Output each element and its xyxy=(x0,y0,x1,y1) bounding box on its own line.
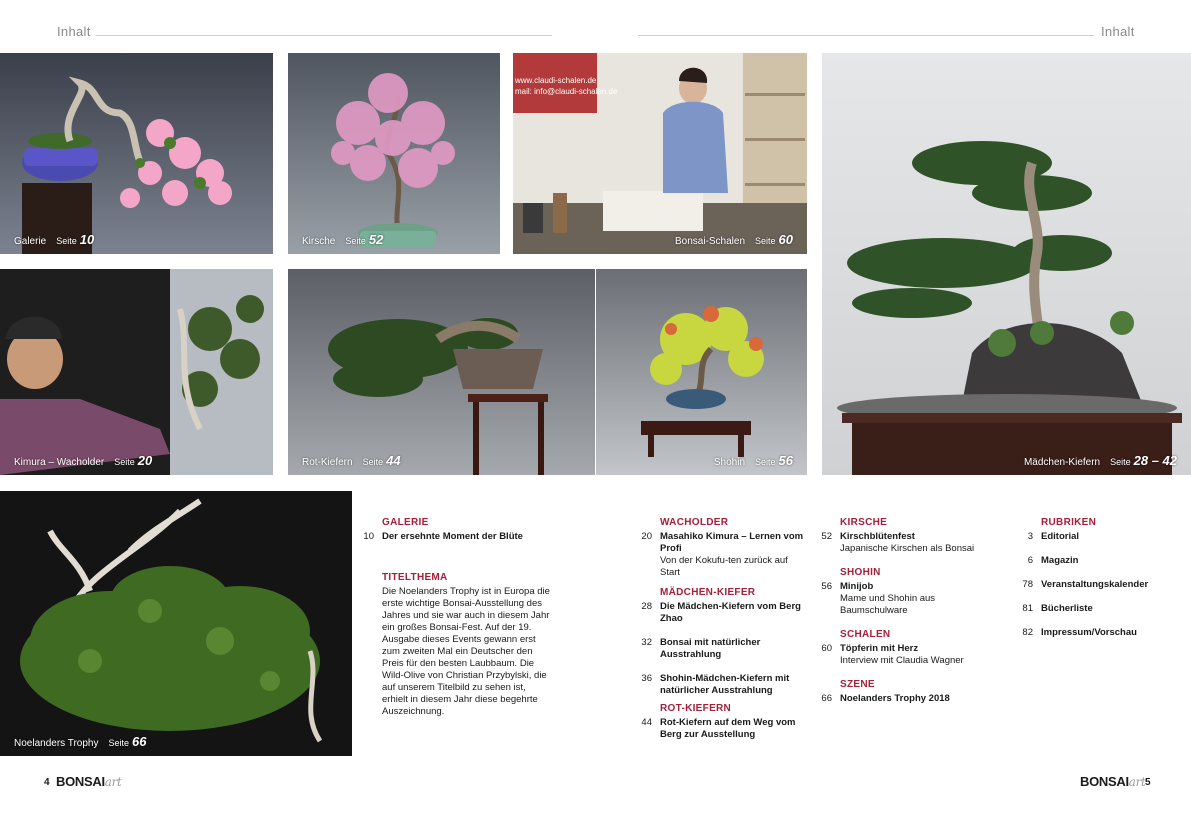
running-header-right: Inhalt xyxy=(1101,24,1135,39)
shop-sign: www.claudi-schalen.de mail: info@claudi-schalen.de xyxy=(515,76,618,96)
kimura-working-illustration xyxy=(0,269,273,475)
photo-kimura-wacholder xyxy=(0,269,273,475)
magazine-logo-left: BONSAIart xyxy=(56,774,122,789)
photo-shohin xyxy=(596,269,807,475)
photo-caption: Mädchen-Kiefern Seite 28 – 42 xyxy=(1023,453,1177,468)
section-heading: RUBRIKEN xyxy=(1041,517,1097,528)
header-rule-left xyxy=(96,35,552,36)
toc-column-3 xyxy=(821,517,990,717)
photo-caption: Rot-Kiefern Seite 44 xyxy=(302,453,401,468)
toc-entry[interactable]: 81 Bücherliste xyxy=(1022,603,1093,614)
toc-entry[interactable]: 52 Kirschblütenfest Japanische Kirschen als Bonsai xyxy=(821,531,975,554)
photo-caption: Shohin Seite 56 xyxy=(713,453,793,468)
toc-entry[interactable]: 20 Masahiko Kimura – Lernen vom Profi Von der Kokufu-ten zurück auf Start xyxy=(641,531,804,578)
toc-entry[interactable]: 3 Editorial xyxy=(1027,531,1080,542)
section-heading: SHOHIN xyxy=(840,567,881,578)
section-heading: TITELTHEMA xyxy=(382,572,448,583)
cherry-bonsai-illustration xyxy=(288,53,500,254)
photo-caption: Galerie Seite 10 xyxy=(14,232,95,247)
photo-caption: Kirsche Seite 52 xyxy=(302,232,384,247)
toc-entry[interactable]: 10 Der ersehnte Moment der Blüte xyxy=(363,531,523,542)
photo-rot-kiefern xyxy=(288,269,595,475)
wild-olive-bonsai-illustration xyxy=(0,491,352,756)
toc-entry[interactable]: 60 Töpferin mit Herz Interview mit Claudia Wagner xyxy=(821,643,964,666)
toc-entry[interactable]: 56 Minijob Mame und Shohin aus Baumschulware xyxy=(821,581,936,616)
section-heading: GALERIE xyxy=(382,517,429,528)
flowering-bonsai-illustration xyxy=(0,53,273,254)
toc-entry[interactable]: 32 Bonsai mit natürlicher Ausstrahlung xyxy=(641,637,761,660)
running-header-left: Inhalt xyxy=(57,24,91,39)
photo-caption: Kimura – Wacholder Seite 20 xyxy=(14,453,153,468)
section-heading: MÄDCHEN-KIEFER xyxy=(660,587,756,598)
section-heading: SCHALEN xyxy=(840,629,891,640)
section-heading: ROT-KIEFERN xyxy=(660,703,732,714)
section-heading: KIRSCHE xyxy=(840,517,888,528)
photo-noelanders-trophy xyxy=(0,491,352,756)
red-pine-bonsai-illustration xyxy=(288,269,595,475)
photo-galerie xyxy=(0,53,273,254)
toc-entry[interactable]: 36 Shohin-Mädchen-Kiefern mit natürlicher Ausstrahlung xyxy=(641,673,790,696)
page-number-right: 5 xyxy=(1145,777,1151,788)
section-heading: SZENE xyxy=(840,679,875,690)
shohin-bonsai-illustration xyxy=(596,269,807,475)
toc-column-4 xyxy=(1022,517,1181,651)
toc-entry[interactable]: 28 Die Mädchen-Kiefern vom Berg Zhao xyxy=(641,601,801,624)
toc-column-1 xyxy=(363,517,562,718)
toc-entry[interactable]: 6 Magazin xyxy=(1027,555,1079,566)
section-heading: WACHOLDER xyxy=(660,517,729,528)
photo-caption: Bonsai-Schalen Seite 60 xyxy=(674,232,793,247)
white-pine-bonsai-illustration xyxy=(822,53,1191,475)
toc-entry[interactable]: 78 Veranstaltungskalender xyxy=(1022,579,1149,590)
toc-entry[interactable]: 44 Rot-Kiefern auf dem Weg vom Berg zur Ausstellung xyxy=(641,717,796,740)
cover-story-text: Die Noelanders Trophy ist in Europa die erste wichtige Bonsai-Ausstellung des Jahres und sie war auch in diesem Jahr ein großes Bonsai-Fest. Auf der 19. Ausgabe dieses Events gewann erst zum zweiten Mal ein Deutscher den Preis für den besten Laubbaum. Die Wild-Olive von Christian Przybylski, die auf unserem Titelbild zu sehen ist, erhielt in diesem Jahr diese begehrte Auszeichnung. xyxy=(382,586,550,717)
magazine-logo-right: BONSAIart xyxy=(1080,774,1146,789)
photo-bonsai-schalen xyxy=(513,53,807,254)
header-rule-right xyxy=(638,35,1094,36)
toc-column-2 xyxy=(641,517,810,753)
photo-caption: Noelanders Trophy Seite 66 xyxy=(14,734,147,749)
toc-entry[interactable]: 82 Impressum/Vorschau xyxy=(1022,627,1137,638)
photo-kirsche xyxy=(288,53,500,254)
page-number-left: 4 xyxy=(44,777,50,788)
photo-maedchen-kiefern xyxy=(822,53,1191,475)
toc-entry[interactable]: 66 Noelanders Trophy 2018 xyxy=(821,693,950,704)
